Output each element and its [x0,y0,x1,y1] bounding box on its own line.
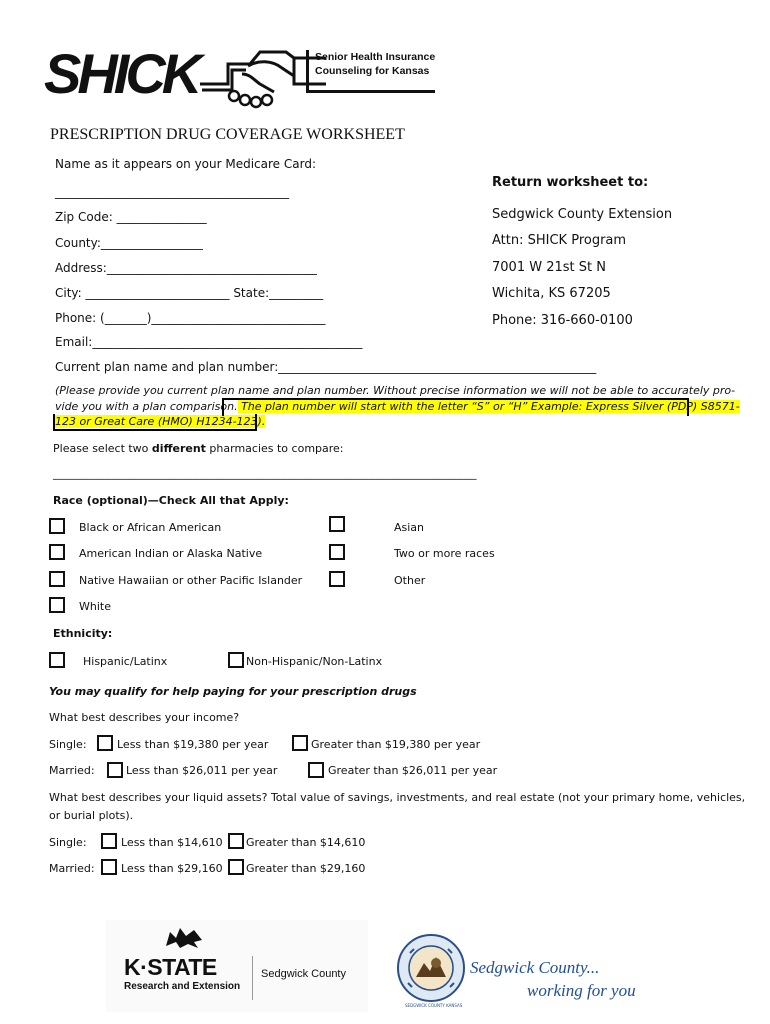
income-married-greater-checkbox[interactable] [308,762,324,778]
county-tagline-2: working for you [527,981,636,1000]
shick-wordmark: SHICK [44,42,199,105]
race-label-pacific-islander: Native Hawaiian or other Pacific Islander [79,574,303,587]
kstate-subtitle: Research and Extension [124,981,241,992]
income-married-greater-label: Greater than $26,011 per year [328,764,498,777]
kstate-county: Sedgwick County [261,968,346,980]
assets-single-less-checkbox[interactable] [101,833,117,849]
assets-married-greater-label: Greater than $29,160 [246,862,366,875]
county-tagline-1: Sedgwick County... [470,958,600,977]
org-line-2: Counseling for Kansas [315,65,430,77]
race-checkbox-white[interactable] [49,597,65,613]
assets-question-line-2: or burial plots). [49,809,134,822]
org-line-1: Senior Health Insurance [315,51,436,63]
pharmacy-label-post: pharmacies to compare: [205,442,344,455]
income-question: What best describes your income? [49,711,240,724]
name-field[interactable]: _______________________________________ [55,185,289,199]
ethnicity-heading: Ethnicity: [53,627,113,640]
race-label-two-or-more: Two or more races [394,547,495,560]
race-checkbox-american-indian[interactable] [49,544,65,560]
return-line-3: 7001 W 21st St N [492,260,606,275]
income-married-label: Married: [49,764,95,777]
assets-single-less-label: Less than $14,610 [121,836,223,849]
county-field[interactable]: County:_________________ [55,236,203,250]
race-checkbox-asian[interactable] [329,516,345,532]
kstate-wordmark: K·STATE [124,954,217,980]
assets-single-greater-checkbox[interactable] [228,833,244,849]
seal-text: SEDGWICK COUNTY KANSAS [405,1003,463,1008]
assets-single-label: Single: [49,836,87,849]
city-state-field[interactable]: City: ________________________ State:_________ [55,286,324,300]
ethnicity-label-non-hispanic: Non-Hispanic/Non-Latinx [246,655,383,668]
assets-married-label: Married: [49,862,95,875]
race-label-asian: Asian [394,521,425,534]
email-field[interactable]: Email:_____________________________________________ [55,335,363,349]
wildcat-icon [164,926,204,950]
highlight-frame [222,398,689,416]
income-single-less-checkbox[interactable] [97,735,113,751]
pharmacy-field[interactable]: _____________________________________________________________________________ [53,467,477,480]
assets-married-greater-checkbox[interactable] [228,859,244,875]
return-line-2: Attn: SHICK Program [492,233,627,248]
return-heading: Return worksheet to: [492,175,649,190]
zip-field[interactable]: Zip Code: _______________ [55,210,207,224]
race-checkbox-two-or-more[interactable] [329,544,345,560]
plan-note-line-1: (Please provide you current plan name and plan number. Without precise information we will not be able to accurately pro- [55,384,736,397]
page-title: PRESCRIPTION DRUG COVERAGE WORKSHEET [50,126,405,143]
county-seal-icon [396,933,466,1003]
assets-single-greater-label: Greater than $14,610 [246,836,366,849]
assets-married-less-label: Less than $29,160 [121,862,223,875]
return-line-1: Sedgwick County Extension [492,207,673,222]
kstate-divider [252,956,253,1000]
pharmacy-label-bold: different [151,442,206,455]
race-checkbox-other[interactable] [329,571,345,587]
plan-note-highlight-1: The plan number will start with the letter “S” or “H” Example: Express Silver (PDP) S8571- [237,400,740,413]
shick-logo [44,42,444,112]
return-line-4: Wichita, KS 67205 [492,286,611,301]
pharmacy-label [53,442,344,455]
race-checkbox-black[interactable] [49,518,65,534]
help-heading: You may qualify for help paying for your prescription drugs [49,685,417,698]
income-married-less-label: Less than $26,011 per year [126,764,278,777]
race-label-american-indian: American Indian or Alaska Native [79,547,263,560]
highlight-frame-lower [53,414,257,431]
ethnicity-checkbox-non-hispanic[interactable] [228,652,244,668]
race-label-other: Other [394,574,426,587]
income-single-greater-label: Greater than $19,380 per year [311,738,481,751]
assets-married-less-checkbox[interactable] [101,859,117,875]
ethnicity-checkbox-hispanic[interactable] [49,652,65,668]
race-heading: Race (optional)—Check All that Apply: [53,494,289,507]
plan-note-plain: vide you with a plan comparison. [55,400,238,413]
plan-field[interactable]: Current plan name and plan number:_____________________________________________________ [55,360,597,374]
return-line-5: Phone: 316-660-0100 [492,313,633,328]
plan-note-highlight-2: 123 or Great Care (HMO) H1234-123). [55,415,266,428]
income-single-less-label: Less than $19,380 per year [117,738,269,751]
income-single-greater-checkbox[interactable] [292,735,308,751]
address-field[interactable]: Address:___________________________________ [55,261,317,275]
income-single-label: Single: [49,738,87,751]
kstate-logo [106,920,368,1012]
name-label: Name as it appears on your Medicare Card: [55,157,316,171]
race-label-black: Black or African American [79,521,222,534]
assets-question-line-1: What best describes your liquid assets? Total value of savings, investments, and real estate (not your primary home, vehicles, [49,791,746,804]
pharmacy-label-pre: Please select two [53,442,152,455]
income-married-less-checkbox[interactable] [107,762,123,778]
shick-org-box [306,50,435,93]
race-label-white: White [79,600,111,613]
race-checkbox-pacific-islander[interactable] [49,571,65,587]
ethnicity-label-hispanic: Hispanic/Latinx [83,655,168,668]
phone-field[interactable]: Phone: (_______)_____________________________ [55,311,326,325]
